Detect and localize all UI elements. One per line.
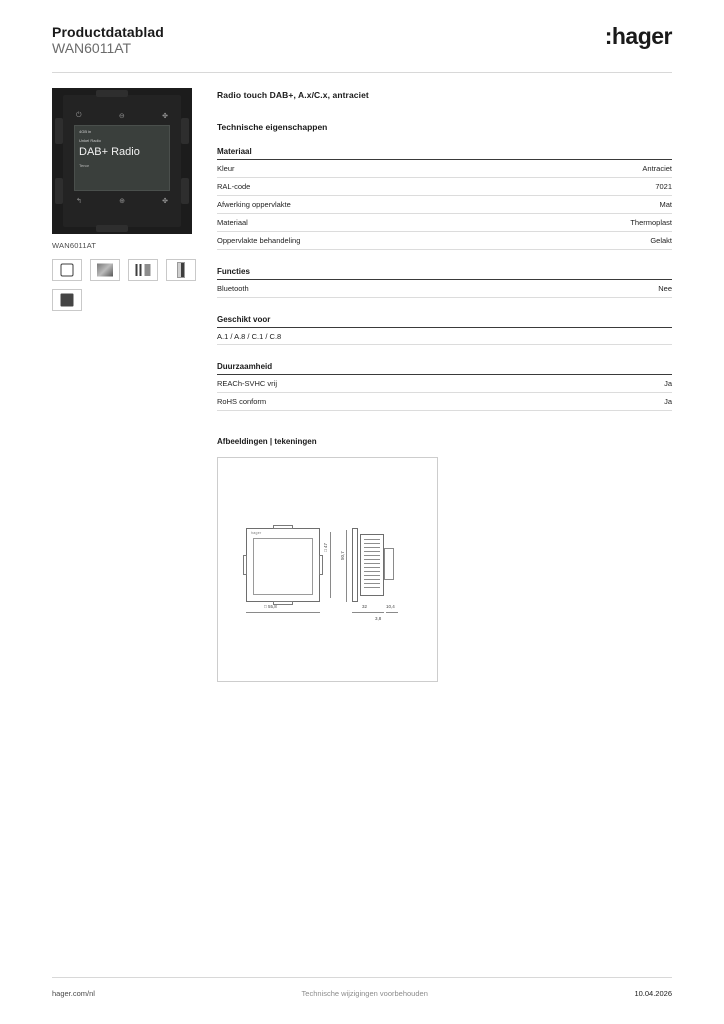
display-top-line-2: Unkel Radio [79,138,101,143]
spec-group-materiaal [217,147,672,250]
frame-tab-right-top [181,118,189,144]
spec-key: Materiaal [217,217,248,227]
plus-icon: ⊕ [119,198,125,205]
drawing-tab-top [273,525,293,529]
product-reference: WAN6011AT [52,40,132,56]
table-row [217,375,672,393]
product-main-image[interactable] [52,88,192,234]
header-divider [52,72,672,73]
minus-icon: ⊖ [118,113,125,120]
spec-value: A.1 / A.8 / C.1 / C.8 [217,328,672,345]
drawing-side-hatch [364,539,380,591]
thumb-back-view[interactable] [128,259,158,281]
spec-group-title: Functies [217,267,672,280]
spec-group-geschikt-voor [217,315,672,345]
thumb-front-view[interactable] [52,259,82,281]
table-row [217,393,672,411]
dim-line-outer-height [346,530,347,602]
dim-side-depth: 32 [362,604,368,609]
hager-logo: :hager [604,23,672,49]
thumb-module-view[interactable] [52,289,82,311]
thumb-perspective-view[interactable] [90,259,120,281]
group-spacer [217,298,672,315]
spec-group-title: Materiaal [217,147,672,160]
drawing-brand-mark: hager [251,531,262,535]
table-row [217,214,672,232]
footer-divider [52,977,672,978]
drawing-front-inner [253,538,313,595]
table-row [217,196,672,214]
drawing-side-view [352,528,398,602]
spec-key: Oppervlakte behandeling [217,235,301,245]
drawing-side-nose [384,548,394,580]
frame-tab-bottom [96,225,128,232]
thumb-side-view[interactable] [166,259,196,281]
dim-line-front-height [330,532,331,598]
specifications-column [217,90,672,682]
power-icon: ⏻ [76,112,82,119]
settings-icon: ✤ [162,113,168,120]
drawing-tab-right [319,555,323,575]
spec-value: Antraciet [642,163,672,173]
footer-website-link[interactable]: hager.com/nl [52,989,95,998]
drawing-tab-left [243,555,247,575]
device-top-icons [76,112,168,120]
page-footer [52,989,672,998]
spec-key: RoHS conform [217,396,267,406]
frame-tab-left-bottom [55,178,63,204]
frame-tab-left-top [55,118,63,144]
display-bottom-text: Tenor [79,163,90,168]
frame-tab-right-bottom [181,178,189,204]
technical-drawing-panel [217,457,438,682]
spec-value: Thermoplast [630,217,672,227]
spec-value: Ja [664,396,672,406]
spec-value: Gelakt [650,235,672,245]
table-row [217,178,672,196]
footer-date: 10.04.2026 [634,989,672,998]
frame-tab-top [96,90,128,97]
product-name: Radio touch DAB+, A.x/C.x, antraciet [217,90,369,100]
spec-value: Ja [664,378,672,388]
group-spacer [217,250,672,267]
dim-outer-height: 50,7 [340,551,345,560]
dim-line-front-width [246,612,320,613]
spec-key: Kleur [217,163,235,173]
dim-front-height: □ 47 [323,543,328,552]
table-row [217,232,672,250]
drawing-side-body [360,534,384,596]
product-media-column [52,88,192,311]
dim-side-small: 10,4 [386,604,395,609]
group-spacer [217,345,672,362]
page-title: Productdatablad [52,24,164,40]
spec-value: Mat [659,199,672,209]
dim-line-side-depth [352,612,384,613]
drawings-section-title: Afbeeldingen | tekeningen [217,437,317,446]
spec-value: 7021 [655,181,672,191]
display-main-text: DAB+ Radio [79,146,140,158]
spec-group-title: Duurzaamheid [217,362,672,375]
page-header [52,24,672,72]
spec-group-title: Geschikt voor [217,315,672,328]
spec-group-functies [217,267,672,298]
thumbnail-strip [52,259,196,311]
product-image-caption: WAN6011AT [52,241,97,250]
drawing-side-plate [352,528,358,602]
specs-section-title: Technische eigenschappen [217,122,328,132]
dim-side-tiny: 3,8 [375,616,382,621]
drawing-front-view [246,528,320,602]
device-display [74,125,170,191]
spec-key: Afwerking oppervlakte [217,199,291,209]
dim-front-width: □ 55,8 [264,604,277,609]
display-top-line-1: 4GB in [79,129,92,134]
table-row [217,280,672,298]
footer-disclaimer: Technische wijzigingen voorbehouden [301,989,428,998]
spec-value: Nee [658,283,672,293]
device-bottom-icons [76,197,168,205]
dim-line-side-small [386,612,398,613]
spec-key: RAL-code [217,181,251,191]
table-row [217,160,672,178]
spec-group-duurzaamheid [217,362,672,411]
technical-drawing [234,520,424,625]
back-icon: ↰ [76,198,82,205]
header-titles [52,24,164,57]
menu-icon: ✤ [162,198,168,205]
spec-key: Bluetooth [217,283,249,293]
spec-key: REACh-SVHC vrij [217,378,278,388]
